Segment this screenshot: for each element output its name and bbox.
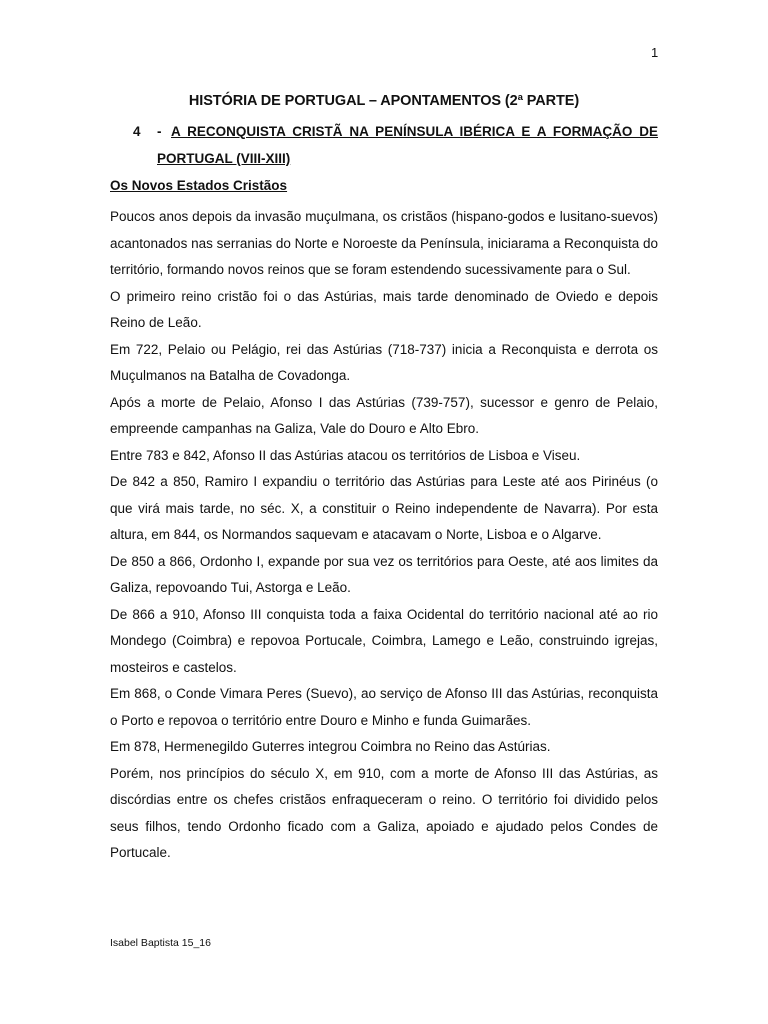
body-text: [110, 204, 658, 867]
paragraph: De 866 a 910, Afonso III conquista toda a faixa Ocidental do território nacional até ao rio Mondego (Coimbra) e repovoa Portucale, Coimbra, Lamego e Leão, construindo igrejas, mosteiros e castelos.: [110, 606, 658, 675]
section-title-line-1: A RECONQUISTA CRISTÃ NA PENÍNSULA IBÉRICA E A FORMAÇÃO DE: [171, 124, 658, 139]
section-title-line-2: PORTUGAL (VIII-XIII): [157, 151, 291, 166]
paragraph: O primeiro reino cristão foi o das Astúrias, mais tarde denominado de Oviedo e depois Reino de Leão.: [110, 288, 658, 330]
paragraph: Após a morte de Pelaio, Afonso I das Astúrias (739-757), sucessor e genro de Pelaio, empreende campanhas na Galiza, Vale do Douro e Alto Ebro.: [110, 394, 658, 436]
paragraph: Entre 783 e 842, Afonso II das Astúrias atacou os territórios de Lisboa e Viseu.: [110, 447, 581, 463]
paragraph: Em 878, Hermenegildo Guterres integrou Coimbra no Reino das Astúrias.: [110, 739, 551, 754]
document-title: HISTÓRIA DE PORTUGAL – APONTAMENTOS (2ª PARTE): [188, 93, 580, 109]
subheading: Os Novos Estados Cristãos: [110, 178, 288, 193]
footer: Isabel Baptista 15_16: [110, 937, 211, 949]
paragraph: Em 868, o Conde Vimara Peres (Suevo), ao serviço de Afonso III das Astúrias, reconquista o Porto e repovoa o território entre Douro e Minho e funda Guimarães.: [110, 686, 658, 728]
paragraph: Em 722, Pelaio ou Pelágio, rei das Astúrias (718-737) inicia a Reconquista e derrota os Muçulmanos na Batalha de Covadonga.: [110, 341, 658, 383]
paragraph: Porém, nos princípios do século X, em 910, com a morte de Afonso III das Astúrias, as discórdias entre os chefes cristãos enfraqueceram o reino. O território foi dividido pelos seus filhos, tendo Ordonho ficado com a Galiza, apoiado e ajudado pelos Condes de Portucale.: [110, 765, 658, 860]
paragraph: De 850 a 866, Ordonho I, expande por sua vez os territórios para Oeste, até aos limites da Galiza, repovoando Tui, Astorga e Leão.: [110, 553, 658, 595]
section-dash: -: [157, 124, 162, 139]
paragraph: Poucos anos depois da invasão muçulmana, os cristãos (hispano-godos e lusitano-suevos) acantonados nas serranias do Norte e Noroeste da Península, iniciarama a Reconquista do território, formando novos reinos que se foram estendendo sucessivamente para o Sul.: [110, 209, 658, 277]
paragraph: De 842 a 850, Ramiro I expandiu o território das Astúrias para Leste até aos Pirinéus (o que virá mais tarde, no séc. X, a constituir o Reino independente de Navarra). Por esta altura, em 844, os Normandos saquevam e atacavam o Norte, Lisboa e o Algarve.: [110, 474, 658, 542]
section-number: 4: [133, 124, 141, 139]
page-number: 1: [651, 45, 659, 60]
